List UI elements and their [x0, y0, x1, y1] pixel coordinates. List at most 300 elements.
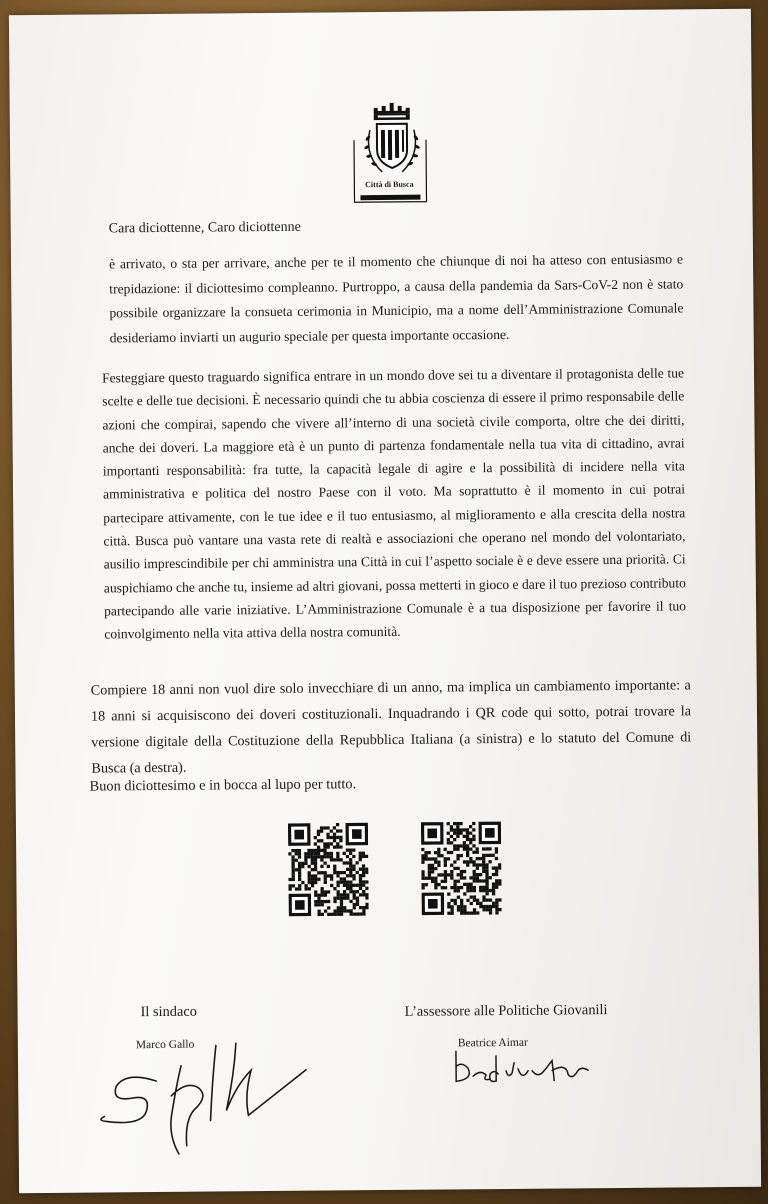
qr-module [301, 862, 304, 865]
qr-module [472, 835, 475, 838]
qr-module [431, 867, 434, 870]
qr-module [489, 876, 492, 879]
qr-module [352, 868, 355, 871]
qr-module [288, 884, 291, 887]
qr-module [298, 875, 301, 878]
qr-module [456, 832, 459, 835]
qr-module [359, 893, 362, 896]
qr-module [450, 864, 453, 867]
qr-module [292, 871, 295, 874]
qr-module [343, 852, 346, 855]
qr-module [463, 870, 466, 873]
qr-module [444, 860, 447, 863]
qr-module [308, 871, 311, 874]
qr-module [466, 860, 469, 863]
qr-module [314, 903, 317, 906]
qr-module [343, 871, 346, 874]
qr-module [314, 865, 317, 868]
qr-module [421, 857, 424, 860]
qr-module [495, 857, 498, 860]
qr-module [466, 838, 469, 841]
qr-module [469, 847, 472, 850]
qr-module [333, 826, 336, 829]
qr-module [437, 864, 440, 867]
qr-module [362, 874, 365, 877]
qr-module [476, 857, 479, 860]
qr-module [337, 913, 340, 916]
qr-module [330, 913, 333, 916]
qr-module [476, 847, 479, 850]
qr-finder-pattern [427, 829, 437, 839]
qr-module [343, 877, 346, 880]
qr-module [327, 913, 330, 916]
qr-module [327, 852, 330, 855]
qr-module [473, 870, 476, 873]
qr-module [466, 835, 469, 838]
qr-module [460, 886, 463, 889]
qr-module [469, 831, 472, 834]
qr-module [450, 825, 453, 828]
qr-module [362, 890, 365, 893]
qr-module [365, 903, 368, 906]
qr-module [460, 899, 463, 902]
qr-module [457, 908, 460, 911]
letter-sheet [9, 9, 761, 1193]
qr-module [434, 851, 437, 854]
qr-module [301, 881, 304, 884]
qr-module [463, 883, 466, 886]
qr-module [479, 857, 482, 860]
qr-module [456, 828, 459, 831]
qr-module [353, 912, 356, 915]
qr-module [486, 905, 489, 908]
qr-module [318, 913, 321, 916]
qr-module [311, 878, 314, 881]
qr-module [352, 864, 355, 867]
qr-module [466, 899, 469, 902]
qr-module [349, 874, 352, 877]
qr-module [459, 832, 462, 835]
qr-module [330, 852, 333, 855]
qr-module [346, 849, 349, 852]
qr-module [320, 855, 323, 858]
qr-module [469, 857, 472, 860]
qr-module [463, 828, 466, 831]
qr-module [486, 899, 489, 902]
qr-module [425, 877, 428, 880]
qr-module [431, 877, 434, 880]
assessor-signature [448, 1040, 598, 1096]
qr-module [349, 868, 352, 871]
qr-module [473, 879, 476, 882]
qr-module [337, 890, 340, 893]
qr-module [336, 845, 339, 848]
qr-code-icon[interactable] [421, 821, 502, 916]
qr-module [470, 911, 473, 914]
qr-module [482, 870, 485, 873]
qr-module [463, 911, 466, 914]
qr-module [326, 836, 329, 839]
qr-module [482, 895, 485, 898]
qr-module [489, 898, 492, 901]
qr-module [450, 870, 453, 873]
salutation: Cara diciottenne, Caro diciottenne [108, 219, 301, 237]
qr-module [482, 908, 485, 911]
qr-module [469, 886, 472, 889]
qr-module [349, 884, 352, 887]
qr-module [453, 822, 456, 825]
qr-module [466, 851, 469, 854]
qr-module [353, 896, 356, 899]
qr-module [311, 855, 314, 858]
qr-module [482, 879, 485, 882]
qr-module [292, 875, 295, 878]
qr-module [352, 874, 355, 877]
qr-module [340, 900, 343, 903]
qr-module [450, 835, 453, 838]
qr-module [482, 857, 485, 860]
qr-module [349, 852, 352, 855]
qr-module [421, 848, 424, 851]
qr-module [317, 839, 320, 842]
qr-module [295, 852, 298, 855]
qr-module [334, 913, 337, 916]
qr-module [339, 836, 342, 839]
qr-module [450, 899, 453, 902]
qr-module [359, 855, 362, 858]
qr-module [337, 897, 340, 900]
qr-module [424, 854, 427, 857]
qr-module [421, 870, 424, 873]
qr-module [495, 866, 498, 869]
qr-module [463, 905, 466, 908]
qr-module [447, 912, 450, 915]
qr-module [343, 890, 346, 893]
qr-module [473, 899, 476, 902]
qr-module [314, 842, 317, 845]
qr-module [466, 886, 469, 889]
qr-module [463, 848, 466, 851]
qr-module [359, 858, 362, 861]
qr-module [485, 847, 488, 850]
qr-module [314, 874, 317, 877]
qr-module [441, 886, 444, 889]
qr-module [326, 826, 329, 829]
qr-module [447, 822, 450, 825]
qr-module [479, 902, 482, 905]
qr-module [498, 908, 501, 911]
qr-module [317, 833, 320, 836]
qr-module [340, 906, 343, 909]
qr-module [463, 835, 466, 838]
qr-module [307, 855, 310, 858]
qr-module [365, 906, 368, 909]
qr-module [311, 858, 314, 861]
qr-module [307, 849, 310, 852]
qr-module [473, 908, 476, 911]
qr-module [482, 886, 485, 889]
qr-module [317, 855, 320, 858]
qr-module [450, 851, 453, 854]
qr-module [314, 900, 317, 903]
qr-module [482, 847, 485, 850]
qr-module [323, 842, 326, 845]
qr-module [317, 903, 320, 906]
qr-module [450, 905, 453, 908]
qr-module [317, 852, 320, 855]
qr-module [479, 886, 482, 889]
qr-module [362, 893, 365, 896]
qr-module [320, 858, 323, 861]
qr-module [444, 873, 447, 876]
qr-module [324, 874, 327, 877]
qr-module [459, 822, 462, 825]
qr-module [450, 908, 453, 911]
qr-module [469, 841, 472, 844]
qr-module [330, 842, 333, 845]
qr-module [489, 905, 492, 908]
qr-module [453, 867, 456, 870]
qr-module [324, 900, 327, 903]
qr-finder-pattern [295, 900, 305, 910]
qr-module [486, 892, 489, 895]
qr-module [327, 906, 330, 909]
qr-module [441, 873, 444, 876]
qr-module [482, 899, 485, 902]
qr-module [489, 911, 492, 914]
qr-module [437, 861, 440, 864]
qr-module [292, 865, 295, 868]
qr-module [470, 889, 473, 892]
qr-module [495, 847, 498, 850]
qr-module [495, 911, 498, 914]
qr-module [450, 876, 453, 879]
qr-module [476, 863, 479, 866]
qr-module [473, 876, 476, 879]
qr-module [291, 849, 294, 852]
qr-module [301, 865, 304, 868]
qr-module [362, 868, 365, 871]
qr-module [321, 903, 324, 906]
qr-module [453, 848, 456, 851]
qr-module [453, 886, 456, 889]
qr-module [492, 889, 495, 892]
qr-module [365, 896, 368, 899]
qr-module [333, 839, 336, 842]
qr-module [326, 833, 329, 836]
qr-module [460, 844, 463, 847]
qr-module [428, 857, 431, 860]
qr-module [495, 879, 498, 882]
qr-module [324, 871, 327, 874]
qr-module [324, 881, 327, 884]
qr-module [320, 865, 323, 868]
qr-module [304, 884, 307, 887]
qr-module [298, 884, 301, 887]
qr-module [311, 881, 314, 884]
qr-module [476, 867, 479, 870]
qr-code-icon[interactable] [288, 822, 369, 917]
qr-module [291, 859, 294, 862]
qr-module [466, 889, 469, 892]
qr-module [447, 902, 450, 905]
qr-module [346, 855, 349, 858]
qr-module [333, 858, 336, 861]
qr-module [453, 828, 456, 831]
qr-module [498, 879, 501, 882]
qr-module [323, 826, 326, 829]
qr-module [453, 838, 456, 841]
qr-module [362, 884, 365, 887]
qr-module [428, 873, 431, 876]
qr-module [320, 826, 323, 829]
qr-module [339, 839, 342, 842]
qr-module [333, 845, 336, 848]
qr-module [349, 858, 352, 861]
assessor-name: Beatrice Aimar [457, 1036, 528, 1050]
qr-module [365, 887, 368, 890]
qr-module [453, 832, 456, 835]
qr-module [365, 893, 368, 896]
qr-module [479, 879, 482, 882]
qr-module [425, 883, 428, 886]
qr-finder-pattern [352, 829, 362, 839]
qr-module [314, 881, 317, 884]
qr-module [431, 870, 434, 873]
qr-module [495, 886, 498, 889]
qr-module [444, 876, 447, 879]
paragraph-intro: è arrivato, o sta per arrivare, anche per te il momento che chiunque di noi ha atteso con entusiasmo e trepidazione: il diciottesimo compleanno. Purtroppo, a causa della pandemia da Sars-CoV-2 non è stato possibile organizzare la consueta cerimonia in Municipio, ma a nome dell’Amministrazione Comunale desideriamo inviarti un augurio speciale per questa importante occasione. [108, 251, 684, 345]
qr-module [317, 849, 320, 852]
qr-module [359, 906, 362, 909]
qr-module [336, 881, 339, 884]
qr-module [327, 900, 330, 903]
qr-module [362, 909, 365, 912]
qr-module [463, 860, 466, 863]
qr-module [359, 852, 362, 855]
qr-module [349, 890, 352, 893]
qr-module [459, 828, 462, 831]
qr-module [460, 905, 463, 908]
qr-module [454, 902, 457, 905]
qr-module [323, 852, 326, 855]
qr-module [450, 828, 453, 831]
qr-module [324, 878, 327, 881]
qr-module [434, 880, 437, 883]
qr-module [434, 857, 437, 860]
qr-finder-pattern [428, 899, 438, 909]
qr-module [346, 874, 349, 877]
qr-module [469, 876, 472, 879]
qr-module [447, 832, 450, 835]
qr-module [321, 913, 324, 916]
qr-module [304, 862, 307, 865]
qr-module [336, 836, 339, 839]
qr-module [336, 858, 339, 861]
qr-module [492, 886, 495, 889]
qr-module [460, 854, 463, 857]
qr-module [317, 894, 320, 897]
qr-module [330, 855, 333, 858]
qr-module [291, 862, 294, 865]
qr-module [453, 880, 456, 883]
qr-module [466, 854, 469, 857]
qr-module [362, 912, 365, 915]
qr-module [314, 878, 317, 881]
qr-module [472, 844, 475, 847]
mayor-signature [86, 1025, 317, 1162]
qr-module [336, 855, 339, 858]
qr-module [349, 871, 352, 874]
qr-module [495, 898, 498, 901]
qr-module [349, 900, 352, 903]
qr-module [355, 861, 358, 864]
qr-module [457, 905, 460, 908]
qr-module [469, 883, 472, 886]
qr-module [340, 909, 343, 912]
qr-module [456, 835, 459, 838]
qr-module [456, 844, 459, 847]
qr-module [340, 897, 343, 900]
qr-module [473, 911, 476, 914]
qr-module [330, 829, 333, 832]
qr-module [489, 889, 492, 892]
qr-module [317, 910, 320, 913]
qr-module [444, 864, 447, 867]
qr-module [466, 831, 469, 834]
qr-module [456, 854, 459, 857]
qr-module [454, 899, 457, 902]
paragraph-constitution: Compiere 18 anni non vuol dire solo invecchiare di un anno, ma implica un cambiamento importante: a 18 anni si acquisiscono dei doveri costituzionali. Inquadrando i QR code qui sotto, potrai trovare la versione digitale della Costituzione della Repubblica Italiana (a sinistra) e lo statuto del Comune di Busca (a destra). [90, 677, 692, 777]
qr-module [466, 828, 469, 831]
qr-module [340, 903, 343, 906]
qr-module [447, 857, 450, 860]
qr-module [311, 874, 314, 877]
qr-module [365, 880, 368, 883]
qr-module [437, 873, 440, 876]
qr-module [350, 912, 353, 915]
qr-module [489, 908, 492, 911]
qr-module [327, 845, 330, 848]
qr-module [343, 861, 346, 864]
qr-module [298, 849, 301, 852]
qr-module [457, 867, 460, 870]
qr-module [466, 883, 469, 886]
qr-module [346, 884, 349, 887]
qr-module [431, 864, 434, 867]
qr-module [314, 868, 317, 871]
qr-module [343, 893, 346, 896]
qr-module [362, 855, 365, 858]
qr-module [304, 855, 307, 858]
city-crest-logo [352, 100, 429, 209]
qr-module [485, 886, 488, 889]
qr-module [304, 852, 307, 855]
qr-module [492, 873, 495, 876]
qr-module [476, 902, 479, 905]
qr-module [356, 903, 359, 906]
qr-module [469, 825, 472, 828]
qr-module [424, 857, 427, 860]
qr-module [333, 868, 336, 871]
qr-module [327, 842, 330, 845]
qr-module [346, 887, 349, 890]
qr-module [472, 822, 475, 825]
qr-module [343, 906, 346, 909]
qr-module [356, 900, 359, 903]
qr-module [333, 887, 336, 890]
qr-module [470, 902, 473, 905]
